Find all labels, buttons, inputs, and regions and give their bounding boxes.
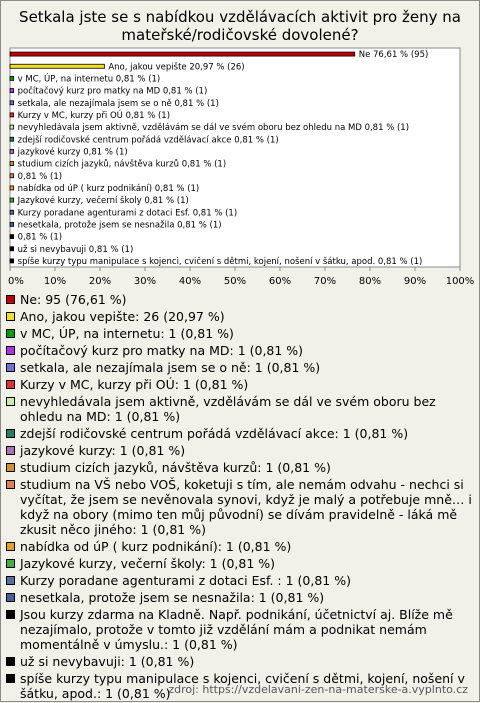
bar <box>10 222 14 226</box>
legend-label: studium na VŠ nebo VOŠ, koketuji s tím, ale nemám odvahu - nechci si vyčítat, že jsem se nevěnovala synovi, když je malý a potřebuje mně… i když na obory (mimo ten můj původní) se dívám pravidelně - láká mě zkusit něco jiného: 1 (0,81 %) <box>20 477 472 537</box>
legend-swatch <box>6 480 15 489</box>
legend-item <box>6 443 474 458</box>
legend-swatch <box>6 446 15 455</box>
bar-label: 0,81 % (1) <box>18 172 62 182</box>
legend-label: jazykové kurzy: 1 (0,81 %) <box>20 443 185 458</box>
legend-label: zdejší rodičovské centrum pořádá vzdělávací akce: 1 (0,81 %) <box>20 426 408 441</box>
bar <box>10 174 14 178</box>
legend-item <box>6 343 474 358</box>
legend-swatch <box>6 542 15 551</box>
bar <box>10 247 14 251</box>
legend-item <box>6 607 474 652</box>
bar <box>10 125 14 129</box>
legend-label: už si nevybavuji: 1 (0,81 %) <box>20 654 194 669</box>
bar-label: zdejší rodičovské centrum pořádá vzdělávací akce 0,81 % (1) <box>18 134 279 145</box>
bar <box>10 149 14 153</box>
legend-item <box>6 326 474 341</box>
legend-swatch <box>6 312 15 321</box>
bar <box>10 210 14 214</box>
bar <box>10 64 104 68</box>
legend-label: Kurzy poradane agenturami z dotaci Esf. : 1 (0,81 %) <box>20 573 351 588</box>
legend-swatch <box>6 363 15 372</box>
legend-label: Ano, jakou vepište: 26 (20,97 %) <box>20 309 225 324</box>
bar <box>10 52 355 56</box>
legend-swatch <box>6 610 15 619</box>
x-tick-label: 100% <box>446 276 475 287</box>
legend-swatch <box>6 674 15 683</box>
bar-label: Kurzy poradane agenturami z dotaci Esf. 0,81 % (1) <box>18 208 238 218</box>
bar-label: spíše kurzy typu manipulace s kojenci, cvičení s dětmi, kojení, nošení v šátku, apod. 0,81 % (1) <box>18 256 423 267</box>
legend-item <box>6 539 474 554</box>
bar <box>10 89 14 93</box>
legend-swatch <box>6 346 15 355</box>
bar <box>10 113 14 117</box>
bar-label: Ne 76,61 % (95) <box>359 50 429 60</box>
x-tick-label: 30% <box>134 276 156 287</box>
bar-label: Jazykové kurzy, večerní školy 0,81 % (1) <box>17 195 189 206</box>
legend-item <box>6 477 474 537</box>
x-tick-label: 40% <box>179 276 201 287</box>
bar-label: nesetkala, protože jsem se nesnažila 0,81 % (1) <box>18 220 222 230</box>
x-tick-label: 60% <box>269 276 291 287</box>
legend-label: Ne: 95 (76,61 %) <box>20 292 127 307</box>
legend-swatch <box>6 295 15 304</box>
legend <box>6 292 474 703</box>
legend-item <box>6 377 474 392</box>
legend-label: Jsou kurzy zdarma na Kladně. Např. podnikání, účetnictví aj. Blíže mě nezajímalo, protože v tomto již vzdělání mám a podnikat nemám momentálně v úmyslu.: 1 (0,81 %) <box>20 607 453 652</box>
bar-label: 0,81 % (1) <box>18 233 62 243</box>
legend-swatch <box>6 576 15 585</box>
x-tick-label: 80% <box>359 276 381 287</box>
legend-label: studium cizích jazyků, návštěva kurzů: 1 (0,81 %) <box>20 460 331 475</box>
bar-label: setkala, ale nezajímala jsem se o ně 0,81 % (1) <box>18 99 219 109</box>
legend-item <box>6 360 474 375</box>
x-tick-label: 90% <box>404 276 426 287</box>
legend-item <box>6 590 474 605</box>
bar <box>10 137 14 141</box>
legend-label: Kurzy v MC, kurzy při OÚ: 1 (0,81 %) <box>20 377 248 392</box>
bar <box>10 101 14 105</box>
bar-label: už si nevybavuji 0,81 % (1) <box>18 245 134 255</box>
legend-label: Jazykové kurzy, večerní školy: 1 (0,81 %) <box>20 556 275 571</box>
x-tick-label: 50% <box>224 276 246 287</box>
legend-label: nevyhledávala jsem aktivně, vzdělávám se dál ve svém oboru bez ohledu na MD: 1 (0,81 %) <box>20 394 436 424</box>
legend-item <box>6 573 474 588</box>
bar <box>10 186 14 190</box>
legend-label: nabídka od úP ( kurz podnikání): 1 (0,81 %) <box>20 539 291 554</box>
bar-label: počítačový kurz pro matky na MD 0,81 % (1) <box>18 86 208 97</box>
chart-title: Setkala jste se s nabídkou vzdělávacích aktivit pro ženy na mateřské/rodičovské dovolené? <box>0 8 480 44</box>
x-tick-label: 10% <box>44 276 66 287</box>
bar-label: nevyhledávala jsem aktivně, vzdělávám se dál ve svém oboru bez ohledu na MD 0,81 % (1) <box>18 122 409 133</box>
legend-swatch <box>6 397 15 406</box>
legend-item <box>6 654 474 669</box>
bar-label: jazykové kurzy 0,81 % (1) <box>17 146 128 157</box>
legend-item <box>6 426 474 441</box>
source-note: zdroj: https://vzdelavani-zen-na-materske-a.vyplnto.cz <box>168 683 468 696</box>
bar-chart <box>0 0 480 290</box>
legend-swatch <box>6 463 15 472</box>
x-tick-label: 0% <box>8 276 24 287</box>
bar-label: nabídka od úP ( kurz podnikání) 0,81 % (1) <box>18 184 200 194</box>
legend-label: setkala, ale nezajímala jsem se o ně: 1 (0,81 %) <box>20 360 320 375</box>
bar-label: studium cizích jazyků, návštěva kurzů 0,81 % (1) <box>18 159 227 170</box>
bar-label: Ano, jakou vepište 20,97 % (26) <box>108 61 244 72</box>
bar-label: v MC, ÚP, na internetu 0,81 % (1) <box>18 72 161 84</box>
legend-swatch <box>6 657 15 666</box>
bar <box>10 162 14 166</box>
legend-item <box>6 556 474 571</box>
legend-item <box>6 394 474 424</box>
legend-swatch <box>6 559 15 568</box>
legend-item <box>6 460 474 475</box>
bar <box>10 235 14 239</box>
legend-label: spíše kurzy typu manipulace s kojenci, cvičení s dětmi, kojení, nošení v šátku, apod.: 1 (0,81 %) <box>20 671 465 701</box>
bar-label: Kurzy v MC, kurzy při OÚ 0,81 % (1) <box>18 109 170 121</box>
bar <box>10 259 14 263</box>
bar <box>10 76 14 80</box>
bar <box>10 198 14 202</box>
legend-swatch <box>6 380 15 389</box>
x-tick-label: 20% <box>89 276 111 287</box>
legend-label: v MC, ÚP, na internetu: 1 (0,81 %) <box>20 326 234 341</box>
legend-swatch <box>6 429 15 438</box>
legend-label: nesetkala, protože jsem se nesnažila: 1 (0,81 %) <box>20 590 324 605</box>
legend-label: počítačový kurz pro matky na MD: 1 (0,81 %) <box>20 343 303 358</box>
legend-item <box>6 292 474 307</box>
x-tick-label: 70% <box>314 276 336 287</box>
legend-swatch <box>6 329 15 338</box>
legend-swatch <box>6 593 15 602</box>
legend-item <box>6 309 474 324</box>
